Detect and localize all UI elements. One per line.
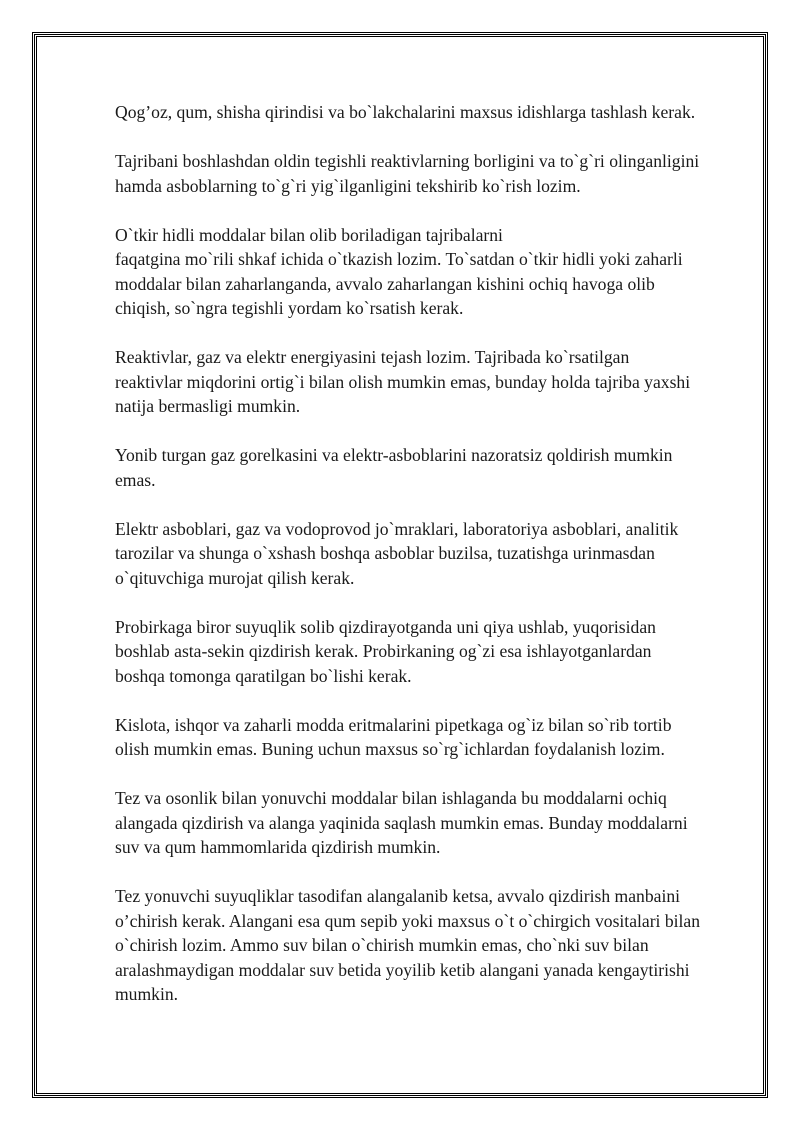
text-line: boshqa tomonga qaratilgan bo`lishi kerak.: [115, 665, 412, 686]
text-line: reaktivlar miqdorini ortig`i bilan olish mumkin emas, bunday holda tajriba yaxshi: [115, 371, 691, 392]
text-line: faqatgina mo`rili shkaf ichida o`tkazish lozim. To`satdan o`tkir hidli yoki zaharli: [115, 249, 683, 269]
text-line: o’chirish kerak. Alangani esa qum sepib yoki maxsus o`t o`chirgich vositalari bilan: [115, 910, 701, 931]
document-body: [115, 100, 755, 1031]
text-line: Kislota, ishqor va zaharli modda eritmalarini pipetkaga og`iz bilan so`rib tortib: [115, 714, 672, 735]
text-line: o`chirish lozim. Ammo suv bilan o`chirish mumkin emas, cho`nki suv bilan: [115, 935, 649, 955]
text-line: alangada qizdirish va alanga yaqinida saqlash mumkin emas. Bunday moddalarni: [115, 812, 688, 833]
text-line: O`tkir hidli moddalar bilan olib boriladigan tajribalarni: [115, 224, 503, 245]
paragraph-5: [115, 443, 755, 492]
paragraph-7: [115, 615, 755, 689]
text-line: Elektr asboblari, gaz va vodoprovod jo`mraklari, laboratoriya asboblari, analitik: [115, 518, 679, 539]
paragraph-4: [115, 345, 755, 419]
text-line: emas.: [115, 469, 156, 490]
text-line: chiqish, so`ngra tegishli yordam ko`rsatish kerak.: [115, 298, 464, 318]
paragraph-10: [115, 884, 755, 1007]
text-line: aralashmaydigan moddalar suv betida yoyilib ketib alangani yanada kengaytirishi: [115, 959, 690, 980]
text-line: mumkin.: [115, 984, 179, 1004]
text-line: Tez va osonlik bilan yonuvchi moddalar bilan ishlaganda bu moddalarni ochiq: [115, 788, 667, 808]
paragraph-1: [115, 100, 755, 125]
text-line: moddalar bilan zaharlanganda, avvalo zaharlangan kishini ochiq havoga olib: [115, 273, 655, 294]
text-line: tarozilar va shunga o`xshash boshqa asboblar buzilsa, tuzatishga urinmasdan: [115, 543, 655, 563]
text-line: Yonib turgan gaz gorelkasini va elektr-asboblarini nazoratsiz qoldirish mumkin: [115, 445, 673, 465]
text-line: olish mumkin emas. Buning uchun maxsus so`rg`ichlardan foydalanish lozim.: [115, 739, 665, 759]
paragraph-2: [115, 149, 755, 198]
paragraph-9: [115, 786, 755, 860]
paragraph-6: [115, 517, 755, 591]
text-line: o`qituvchiga murojat qilish kerak.: [115, 567, 355, 588]
text-line: Qog’oz, qum, shisha qirindisi va bo`lakchalarini maxsus idishlarga tashlash kerak.: [115, 102, 696, 122]
text-line: natija bermasligi mumkin.: [115, 396, 301, 416]
text-line: Tajribani boshlashdan oldin tegishli reaktivlarning borligini va to`g`ri olinganligini: [115, 151, 700, 171]
paragraph-3: [115, 223, 755, 321]
text-line: Reaktivlar, gaz va elektr energiyasini tejash lozim. Tajribada ko`rsatilgan: [115, 347, 630, 367]
text-line: Probirkaga biror suyuqlik solib qizdirayotganda uni qiya ushlab, yuqorisidan: [115, 616, 656, 637]
text-line: suv va qum hammomlarida qizdirish mumkin.: [115, 837, 441, 857]
text-line: boshlab asta-sekin qizdirish kerak. Probirkaning og`zi esa ishlayotganlardan: [115, 641, 652, 661]
text-line: hamda asboblarning to`g`ri yig`ilganligini tekshirib ko`rish lozim.: [115, 175, 581, 196]
paragraph-8: [115, 713, 755, 762]
text-line: Tez yonuvchi suyuqliklar tasodifan alangalanib ketsa, avvalo qizdirish manbaini: [115, 886, 681, 906]
